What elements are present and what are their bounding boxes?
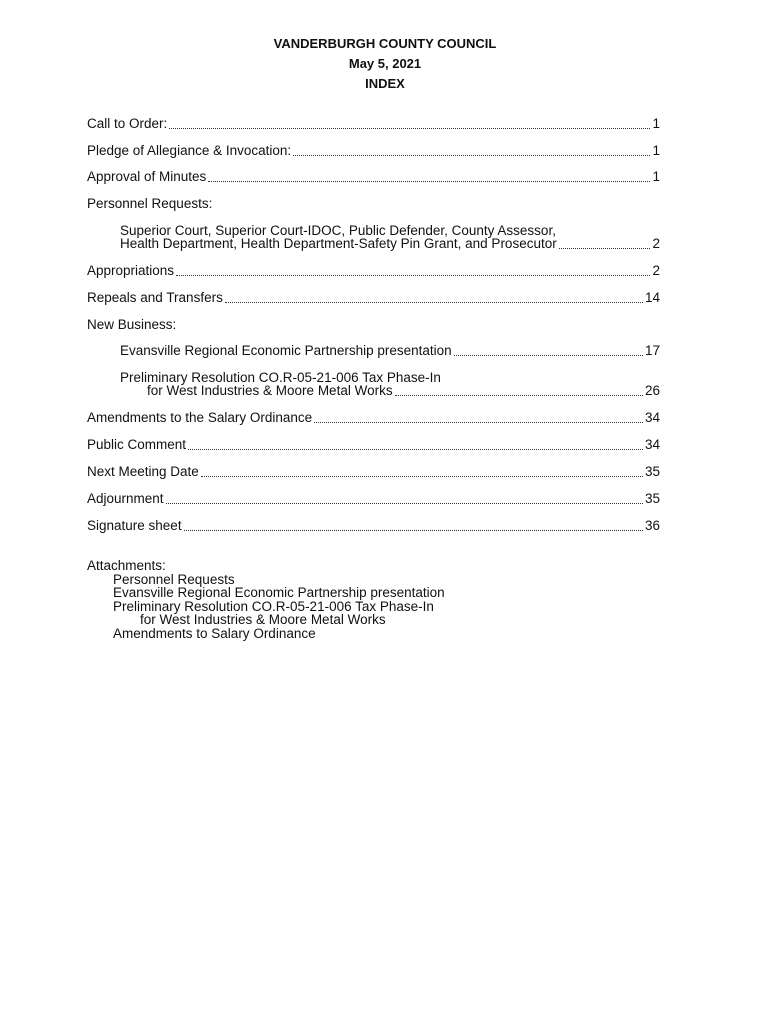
dot-leader [454, 355, 643, 356]
index-entry-minutes [87, 169, 660, 185]
index-entry-repeals [87, 290, 660, 306]
attachments-block [87, 559, 445, 640]
dot-leader [559, 248, 651, 249]
index-entry-pledge [87, 143, 660, 159]
dot-leader [176, 275, 650, 276]
entry-label: Pledge of Allegiance & Invocation: [87, 143, 292, 158]
index-entry-public-comment [87, 437, 660, 453]
council-name: VANDERBURGH COUNTY COUNCIL [273, 36, 497, 51]
resolution-line-1: Preliminary Resolution CO.R-05-21-006 Tax Phase-In [120, 370, 441, 385]
index-entry-signature [87, 518, 660, 534]
entry-label: Amendments to the Salary Ordinance [87, 410, 313, 425]
entry-label: Approval of Minutes [87, 169, 207, 184]
attachment-item: Amendments to Salary Ordinance [113, 625, 316, 641]
index-entry-erep [120, 343, 660, 359]
entry-page: 35 [644, 491, 660, 506]
entry-page: 35 [644, 464, 660, 479]
attachment-item: Evansville Regional Economic Partnership presentation [113, 585, 445, 600]
entry-label: Health Department, Health Department-Safety Pin Grant, and Prosecutor [120, 236, 557, 251]
dot-leader [184, 530, 643, 531]
entry-label: Next Meeting Date [87, 464, 199, 479]
dot-leader [395, 395, 643, 396]
dot-leader [166, 503, 643, 504]
entry-label: Appropriations [87, 263, 175, 278]
personnel-heading: Personnel Requests: [87, 196, 213, 211]
new-business-heading: New Business: [87, 317, 177, 332]
dot-leader [314, 422, 643, 423]
entry-label: Evansville Regional Economic Partnership presentation [120, 343, 452, 358]
attachments-heading: Attachments: [87, 558, 166, 573]
attachment-item: Personnel Requests [113, 571, 235, 587]
dot-leader [201, 476, 643, 477]
index-entry-amendments [87, 410, 660, 426]
entry-page: 34 [644, 437, 660, 452]
index-entry-appropriations [87, 263, 660, 279]
entry-page: 17 [644, 343, 660, 358]
entry-page: 1 [652, 116, 660, 131]
entry-page: 34 [644, 410, 660, 425]
dot-leader [169, 128, 650, 129]
index-title: INDEX [365, 76, 405, 91]
personnel-line-1: Superior Court, Superior Court-IDOC, Public Defender, County Assessor, [120, 223, 556, 238]
entry-label: Adjournment [87, 491, 164, 506]
dot-leader [208, 181, 650, 182]
index-entry-next-meeting [87, 464, 660, 480]
index-entry-personnel [120, 236, 660, 252]
dot-leader [188, 449, 643, 450]
entry-page: 2 [652, 236, 660, 251]
entry-page: 36 [644, 518, 660, 533]
entry-page: 1 [652, 169, 660, 184]
entry-page: 1 [652, 143, 660, 158]
dot-leader [225, 302, 643, 303]
entry-page: 14 [644, 290, 660, 305]
entry-page: 26 [644, 383, 660, 398]
index-entry-call-to-order [87, 116, 660, 132]
entry-label: Signature sheet [87, 518, 182, 533]
attachment-item: for West Industries & Moore Metal Works [140, 612, 386, 627]
entry-label: for West Industries & Moore Metal Works [147, 383, 393, 398]
entry-page: 2 [652, 263, 660, 278]
dot-leader [293, 155, 650, 156]
index-entry-adjournment [87, 491, 660, 507]
attachment-item: Preliminary Resolution CO.R-05-21-006 Tax Phase-In [113, 598, 434, 614]
index-entry-resolution [147, 383, 660, 399]
entry-label: Public Comment [87, 437, 187, 452]
meeting-date: May 5, 2021 [348, 56, 422, 71]
entry-label: Repeals and Transfers [87, 290, 223, 305]
entry-label: Call to Order: [87, 116, 168, 131]
